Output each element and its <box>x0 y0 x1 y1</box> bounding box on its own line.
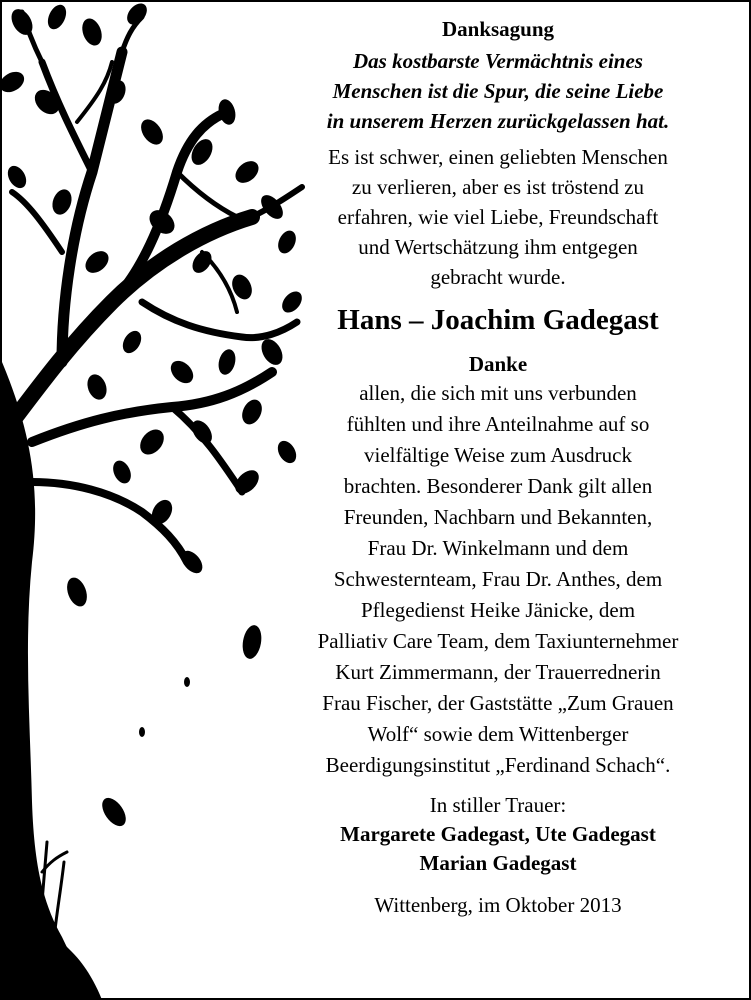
notice-heading: Danksagung <box>441 17 555 41</box>
memorial-quote <box>264 46 732 136</box>
thanks-line: Schwesternteam, Frau Dr. Anthes, dem <box>333 567 663 591</box>
mourning-label: In stiller Trauer: <box>429 793 567 817</box>
thanks-line: Wolf“ sowie dem Wittenberger <box>367 722 629 746</box>
quote-line: in unserem Herzen zurückgelassen hat. <box>326 109 670 133</box>
thanks-line: fühlten und ihre Anteilnahme auf so <box>346 412 650 436</box>
intro-line: gebracht wurde. <box>430 265 566 289</box>
intro-paragraph <box>264 142 732 292</box>
thanks-line: brachten. Besonderer Dank gilt allen <box>343 474 653 498</box>
mourners-list <box>264 820 732 878</box>
thanks-line: vielfältige Weise zum Ausdruck <box>364 443 632 467</box>
thanks-line: Kurt Zimmermann, der Trauerrednerin <box>335 660 661 684</box>
place-and-date: Wittenberg, im Oktober 2013 <box>374 893 622 917</box>
thanks-line: Freunden, Nachbarn und Bekannten, <box>343 505 653 529</box>
deceased-name: Hans – Joachim Gadegast <box>337 304 659 336</box>
thanks-heading: Danke <box>468 352 528 376</box>
thanks-line: Palliativ Care Team, dem Taxiunternehmer <box>317 629 679 653</box>
intro-line: erfahren, wie viel Liebe, Freundschaft <box>337 205 659 229</box>
quote-line: Das kostbarste Vermächtnis eines <box>353 49 643 73</box>
thanks-line: allen, die sich mit uns verbunden <box>359 381 637 405</box>
intro-line: zu verlieren, aber es ist tröstend zu <box>351 175 645 199</box>
obituary-text-column <box>264 12 732 920</box>
intro-line: und Wertschätzung ihm entgegen <box>358 235 638 259</box>
thanks-line: Pflegedienst Heike Jänicke, dem <box>360 598 636 622</box>
mourner-line: Margarete Gadegast, Ute Gadegast <box>340 822 656 846</box>
mourner-line: Marian Gadegast <box>419 851 577 875</box>
thanks-paragraph <box>264 378 732 781</box>
thanks-line: Frau Dr. Winkelmann und dem <box>367 536 629 560</box>
quote-line: Menschen ist die Spur, die seine Liebe <box>332 79 664 103</box>
thanks-line: Frau Fischer, der Gaststätte „Zum Grauen <box>322 691 674 715</box>
intro-line: Es ist schwer, einen geliebten Menschen <box>328 145 668 169</box>
thanks-line: Beerdigungsinstitut „Ferdinand Schach“. <box>325 753 671 777</box>
